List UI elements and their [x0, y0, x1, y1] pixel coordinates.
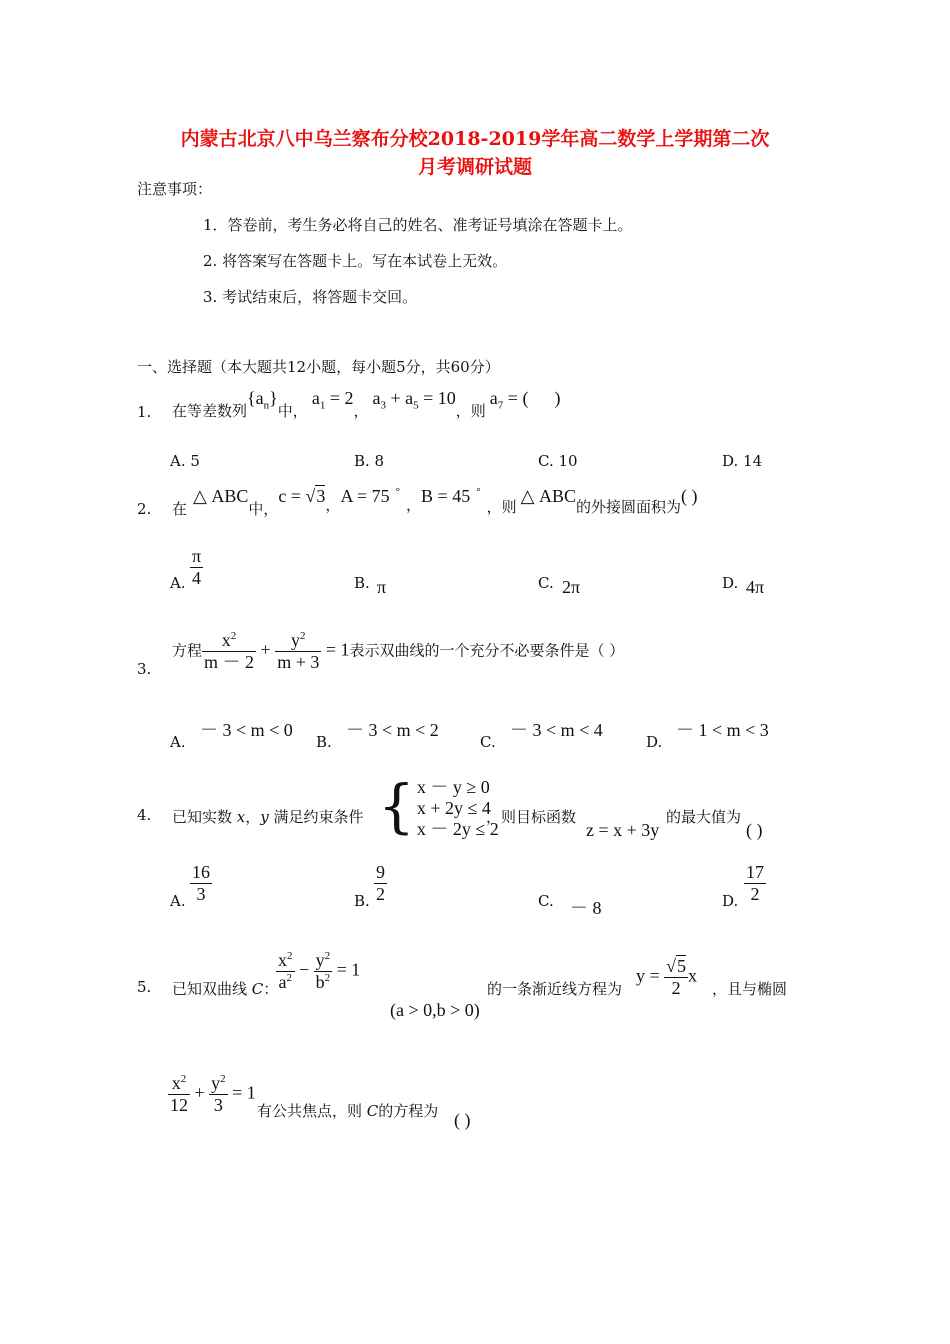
- q3-option-a-value: － 3 < m < 0: [200, 720, 293, 740]
- question-3-stem: 方程 $\frac{x^2}{m - 2}$ + $\frac{y^2}{m + 3}$ = 1表示双曲线的一个充分不必要条件是（ ）: [172, 630, 625, 672]
- q3-option-b-value: － 3 < m < 2: [346, 720, 439, 740]
- q4-objective-label: ，则目标函数: [486, 808, 577, 826]
- notice-heading: 注意事项：: [137, 180, 213, 198]
- q5-question-text: 有公共焦点，则 C的方程为: [257, 1102, 439, 1120]
- q1-option-c: C. 10: [538, 452, 578, 470]
- question-3-number: 3.: [137, 660, 152, 678]
- q5-asymptote-label: 的一条渐近线方程为: [487, 980, 623, 998]
- q2-option-d-label: D.: [722, 574, 739, 592]
- question-2-number: 2.: [137, 500, 152, 518]
- q3-option-b-label: B.: [316, 733, 332, 751]
- q5-asymptote-equation: y = $\frac{√5}{2}$ x: [636, 956, 698, 998]
- q4-option-b-label: B.: [354, 892, 370, 910]
- q1-option-a: A. 5: [170, 452, 200, 470]
- notice-item-3: 3. 考试结束后，将答题卡交回。: [203, 288, 418, 306]
- q3-option-a-label: A.: [170, 733, 186, 751]
- q1-option-d: D. 14: [722, 452, 763, 470]
- q3-option-d-label: D.: [646, 733, 663, 751]
- notice-item-2: 2. 将答案写在答题卡上。写在本试卷上无效。: [203, 252, 508, 270]
- q5-hyperbola-equation: $\frac{x^2}{a^2}$ − $\frac{y^2}{b^2}$ = 1: [278, 950, 361, 992]
- q4-objective-function: z = x + 3y: [586, 820, 660, 840]
- notice-item-1: 1．答卷前，考生务必将自己的姓名、准考证号填涂在答题卡上。: [203, 216, 633, 234]
- question-4-number: 4.: [137, 806, 152, 824]
- q4-option-c-label: C.: [538, 892, 554, 910]
- q4-option-b-value: $\frac{9}{2}$: [376, 862, 385, 904]
- q5-condition: (a > 0,b > 0): [390, 1000, 480, 1020]
- question-1-number: 1.: [137, 403, 152, 421]
- q4-constraint-system: { x － y ≥ 0 x + 2y ≤ 4 x － 2y ≤ 2: [378, 772, 499, 840]
- q4-max-label: 的最大值为: [666, 808, 742, 826]
- q2-option-a-label: A.: [170, 574, 186, 592]
- question-2-stem: 在△ ABC中，c = √3，A = 75 °，B = 45 °，则△ ABC的外接圆面积为( ): [172, 486, 698, 518]
- page-title-line2: 月考调研试题: [417, 156, 532, 178]
- section-heading: 一、选择题（本大题共12小题，每小题5分，共60分）: [137, 358, 500, 376]
- q4-option-c-value: － 8: [570, 898, 602, 918]
- q5-answer-paren: ( ): [454, 1110, 471, 1130]
- question-4-stem-text: 已知实数 x，y 满足约束条件: [172, 808, 364, 826]
- q2-option-c-label: C.: [538, 574, 554, 592]
- q4-option-a-value: $\frac{16}{3}$: [192, 862, 210, 904]
- question-1-stem: 在等差数列$\{a_n\}$中，$a_1 = 2$，$a_3 + a_5 = 10$，则$a_7$ = ( ): [172, 388, 561, 420]
- q1-sequence: $\{a_n\}$: [247, 388, 278, 412]
- q2-option-a-value: $\frac{\pi}{4}$: [192, 546, 202, 588]
- q3-option-d-value: － 1 < m < 3: [676, 720, 769, 740]
- q4-option-d-label: D.: [722, 892, 739, 910]
- page-title-line1: 内蒙古北京八中乌兰察布分校2018-2019学年高二数学上学期第二次: [180, 128, 770, 150]
- q2-option-c-value: 2π: [562, 577, 581, 597]
- q2-option-b-label: B.: [354, 574, 370, 592]
- q3-option-c-value: － 3 < m < 4: [510, 720, 603, 740]
- question-5-number: 5.: [137, 978, 152, 996]
- q2-option-d-value: 4π: [746, 577, 765, 597]
- q5-ellipse-equation: $\frac{x^2}{12}$ + $\frac{y^2}{3}$ = 1: [170, 1073, 256, 1115]
- question-5-stem-text: 已知双曲线 C：: [172, 980, 279, 998]
- q2-option-b-value: π: [377, 577, 387, 597]
- q5-ellipse-label: ，且与椭圆: [712, 980, 788, 998]
- q4-option-a-label: A.: [170, 892, 186, 910]
- q4-option-d-value: $\frac{17}{2}$: [746, 862, 764, 904]
- q3-option-c-label: C.: [480, 733, 496, 751]
- q4-answer-paren: ( ): [746, 820, 763, 840]
- q1-option-b: B. 8: [354, 452, 385, 470]
